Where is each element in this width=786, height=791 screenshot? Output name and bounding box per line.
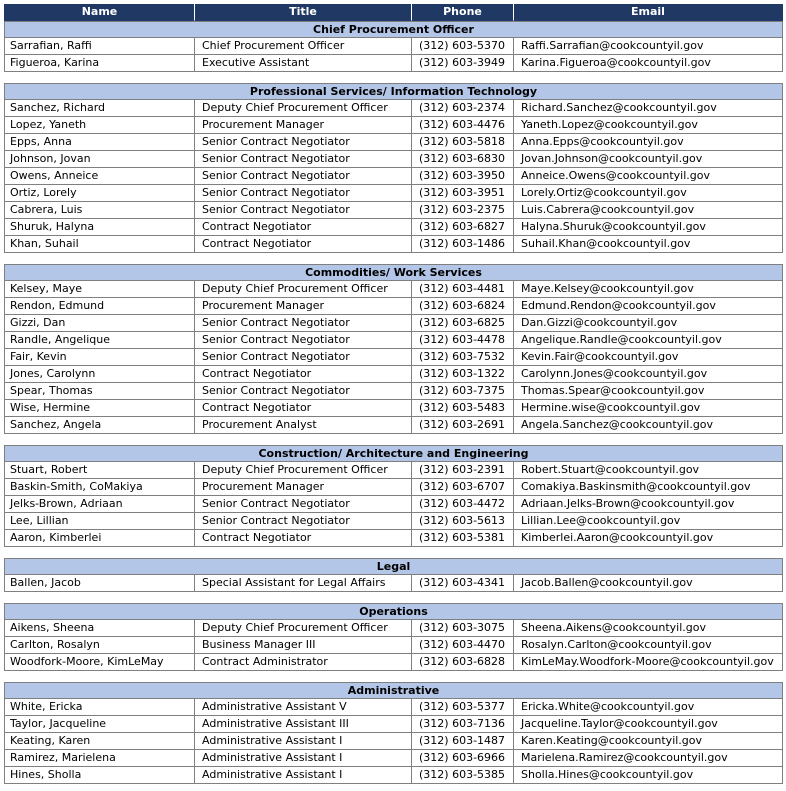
email-cell: Karen.Keating@cookcountyil.gov [514, 733, 783, 750]
table-row [4, 236, 783, 253]
directory-table [4, 4, 783, 784]
section-spacer [4, 671, 783, 682]
title-cell: Senior Contract Negotiator [195, 202, 412, 219]
table-row [4, 219, 783, 236]
phone-cell: (312) 603-6830 [412, 151, 514, 168]
name-cell: Jones, Carolynn [4, 366, 195, 383]
email-cell: Angela.Sanchez@cookcountyil.gov [514, 417, 783, 434]
title-cell: Senior Contract Negotiator [195, 134, 412, 151]
table-row [4, 462, 783, 479]
title-cell: Deputy Chief Procurement Officer [195, 281, 412, 298]
name-cell: Keating, Karen [4, 733, 195, 750]
email-cell: Lorely.Ortiz@cookcountyil.gov [514, 185, 783, 202]
email-cell: Kimberlei.Aaron@cookcountyil.gov [514, 530, 783, 547]
name-cell: Shuruk, Halyna [4, 219, 195, 236]
email-cell: Rosalyn.Carlton@cookcountyil.gov [514, 637, 783, 654]
title-cell: Senior Contract Negotiator [195, 349, 412, 366]
name-cell: Taylor, Jacqueline [4, 716, 195, 733]
name-cell: Gizzi, Dan [4, 315, 195, 332]
name-cell: Rendon, Edmund [4, 298, 195, 315]
title-cell: Contract Administrator [195, 654, 412, 671]
email-cell: Yaneth.Lopez@cookcountyil.gov [514, 117, 783, 134]
title-cell: Senior Contract Negotiator [195, 185, 412, 202]
email-cell: Maye.Kelsey@cookcountyil.gov [514, 281, 783, 298]
phone-cell: (312) 603-7375 [412, 383, 514, 400]
name-cell: Epps, Anna [4, 134, 195, 151]
title-cell: Contract Negotiator [195, 366, 412, 383]
table-row [4, 332, 783, 349]
phone-cell: (312) 603-6828 [412, 654, 514, 671]
table-row [4, 100, 783, 117]
column-header-email: Email [514, 4, 783, 21]
phone-cell: (312) 603-4478 [412, 332, 514, 349]
phone-cell: (312) 603-5377 [412, 699, 514, 716]
email-cell: Edmund.Rendon@cookcountyil.gov [514, 298, 783, 315]
name-cell: Aaron, Kimberlei [4, 530, 195, 547]
phone-cell: (312) 603-3949 [412, 55, 514, 72]
phone-cell: (312) 603-4476 [412, 117, 514, 134]
phone-cell: (312) 603-1486 [412, 236, 514, 253]
table-row [4, 151, 783, 168]
section-header: Legal [4, 558, 783, 575]
title-cell: Chief Procurement Officer [195, 38, 412, 55]
table-row [4, 716, 783, 733]
title-cell: Senior Contract Negotiator [195, 383, 412, 400]
phone-cell: (312) 603-3075 [412, 620, 514, 637]
section-header: Operations [4, 603, 783, 620]
section-spacer [4, 547, 783, 558]
table-row [4, 699, 783, 716]
email-cell: Carolynn.Jones@cookcountyil.gov [514, 366, 783, 383]
name-cell: Fair, Kevin [4, 349, 195, 366]
name-cell: Randle, Angelique [4, 332, 195, 349]
table-body [4, 21, 783, 784]
phone-cell: (312) 603-1487 [412, 733, 514, 750]
table-row [4, 202, 783, 219]
column-header-phone: Phone [412, 4, 514, 21]
name-cell: Sanchez, Richard [4, 100, 195, 117]
email-cell: Anneice.Owens@cookcountyil.gov [514, 168, 783, 185]
name-cell: Figueroa, Karina [4, 55, 195, 72]
title-cell: Senior Contract Negotiator [195, 151, 412, 168]
phone-cell: (312) 603-6824 [412, 298, 514, 315]
title-cell: Procurement Manager [195, 117, 412, 134]
email-cell: Thomas.Spear@cookcountyil.gov [514, 383, 783, 400]
table-row [4, 400, 783, 417]
email-cell: Kevin.Fair@cookcountyil.gov [514, 349, 783, 366]
title-cell: Senior Contract Negotiator [195, 513, 412, 530]
name-cell: Ramirez, Marielena [4, 750, 195, 767]
title-cell: Deputy Chief Procurement Officer [195, 620, 412, 637]
phone-cell: (312) 603-5385 [412, 767, 514, 784]
title-cell: Senior Contract Negotiator [195, 332, 412, 349]
section-spacer [4, 592, 783, 603]
title-cell: Special Assistant for Legal Affairs [195, 575, 412, 592]
phone-cell: (312) 603-4481 [412, 281, 514, 298]
email-cell: Luis.Cabrera@cookcountyil.gov [514, 202, 783, 219]
table-row [4, 479, 783, 496]
name-cell: Sanchez, Angela [4, 417, 195, 434]
title-cell: Contract Negotiator [195, 219, 412, 236]
email-cell: Halyna.Shuruk@cookcountyil.gov [514, 219, 783, 236]
table-row [4, 298, 783, 315]
email-cell: Robert.Stuart@cookcountyil.gov [514, 462, 783, 479]
phone-cell: (312) 603-4341 [412, 575, 514, 592]
name-cell: Lee, Lillian [4, 513, 195, 530]
title-cell: Executive Assistant [195, 55, 412, 72]
section-header: Construction/ Architecture and Engineering [4, 445, 783, 462]
name-cell: Baskin-Smith, CoMakiya [4, 479, 195, 496]
title-cell: Procurement Analyst [195, 417, 412, 434]
email-cell: Sheena.Aikens@cookcountyil.gov [514, 620, 783, 637]
phone-cell: (312) 603-2375 [412, 202, 514, 219]
name-cell: Sarrafian, Raffi [4, 38, 195, 55]
email-cell: Angelique.Randle@cookcountyil.gov [514, 332, 783, 349]
name-cell: Cabrera, Luis [4, 202, 195, 219]
phone-cell: (312) 603-2391 [412, 462, 514, 479]
table-row [4, 637, 783, 654]
title-cell: Administrative Assistant I [195, 733, 412, 750]
column-header-name: Name [4, 4, 195, 21]
title-cell: Contract Negotiator [195, 530, 412, 547]
table-row [4, 185, 783, 202]
title-cell: Deputy Chief Procurement Officer [195, 462, 412, 479]
email-cell: Lillian.Lee@cookcountyil.gov [514, 513, 783, 530]
email-cell: Sholla.Hines@cookcountyil.gov [514, 767, 783, 784]
name-cell: Carlton, Rosalyn [4, 637, 195, 654]
section-spacer [4, 434, 783, 445]
title-cell: Senior Contract Negotiator [195, 496, 412, 513]
name-cell: Spear, Thomas [4, 383, 195, 400]
email-cell: Adriaan.Jelks-Brown@cookcountyil.gov [514, 496, 783, 513]
name-cell: Wise, Hermine [4, 400, 195, 417]
table-row [4, 620, 783, 637]
name-cell: Owens, Anneice [4, 168, 195, 185]
email-cell: Raffi.Sarrafian@cookcountyil.gov [514, 38, 783, 55]
name-cell: Khan, Suhail [4, 236, 195, 253]
email-cell: Suhail.Khan@cookcountyil.gov [514, 236, 783, 253]
title-cell: Contract Negotiator [195, 400, 412, 417]
email-cell: Karina.Figueroa@cookcountyil.gov [514, 55, 783, 72]
email-cell: Dan.Gizzi@cookcountyil.gov [514, 315, 783, 332]
table-row [4, 767, 783, 784]
title-cell: Administrative Assistant V [195, 699, 412, 716]
email-cell: Jacqueline.Taylor@cookcountyil.gov [514, 716, 783, 733]
name-cell: Ballen, Jacob [4, 575, 195, 592]
name-cell: Jelks-Brown, Adriaan [4, 496, 195, 513]
table-row [4, 750, 783, 767]
phone-cell: (312) 603-2374 [412, 100, 514, 117]
name-cell: Lopez, Yaneth [4, 117, 195, 134]
table-row [4, 733, 783, 750]
table-row [4, 55, 783, 72]
phone-cell: (312) 603-5818 [412, 134, 514, 151]
phone-cell: (312) 603-3951 [412, 185, 514, 202]
title-cell: Administrative Assistant I [195, 750, 412, 767]
email-cell: Ericka.White@cookcountyil.gov [514, 699, 783, 716]
section-header: Professional Services/ Information Technology [4, 83, 783, 100]
name-cell: Kelsey, Maye [4, 281, 195, 298]
email-cell: Richard.Sanchez@cookcountyil.gov [514, 100, 783, 117]
title-cell: Business Manager III [195, 637, 412, 654]
email-cell: KimLeMay.Woodfork-Moore@cookcountyil.gov [514, 654, 783, 671]
title-cell: Procurement Manager [195, 479, 412, 496]
table-row [4, 496, 783, 513]
phone-cell: (312) 603-4472 [412, 496, 514, 513]
table-row [4, 654, 783, 671]
title-cell: Administrative Assistant III [195, 716, 412, 733]
phone-cell: (312) 603-5613 [412, 513, 514, 530]
phone-cell: (312) 603-1322 [412, 366, 514, 383]
email-cell: Anna.Epps@cookcountyil.gov [514, 134, 783, 151]
table-row [4, 417, 783, 434]
name-cell: Hines, Sholla [4, 767, 195, 784]
phone-cell: (312) 603-3950 [412, 168, 514, 185]
header-row [4, 4, 783, 21]
email-cell: Jovan.Johnson@cookcountyil.gov [514, 151, 783, 168]
name-cell: Ortiz, Lorely [4, 185, 195, 202]
title-cell: Senior Contract Negotiator [195, 168, 412, 185]
table-row [4, 575, 783, 592]
email-cell: Comakiya.Baskinsmith@cookcountyil.gov [514, 479, 783, 496]
section-header: Commodities/ Work Services [4, 264, 783, 281]
section-header: Administrative [4, 682, 783, 699]
phone-cell: (312) 603-6966 [412, 750, 514, 767]
phone-cell: (312) 603-5370 [412, 38, 514, 55]
phone-cell: (312) 603-7136 [412, 716, 514, 733]
table-row [4, 349, 783, 366]
email-cell: Hermine.wise@cookcountyil.gov [514, 400, 783, 417]
title-cell: Administrative Assistant I [195, 767, 412, 784]
name-cell: White, Ericka [4, 699, 195, 716]
title-cell: Procurement Manager [195, 298, 412, 315]
phone-cell: (312) 603-2691 [412, 417, 514, 434]
phone-cell: (312) 603-5483 [412, 400, 514, 417]
column-header-title: Title [195, 4, 412, 21]
name-cell: Johnson, Jovan [4, 151, 195, 168]
section-spacer [4, 253, 783, 264]
name-cell: Woodfork-Moore, KimLeMay [4, 654, 195, 671]
table-row [4, 513, 783, 530]
section-header: Chief Procurement Officer [4, 21, 783, 38]
table-row [4, 366, 783, 383]
phone-cell: (312) 603-6707 [412, 479, 514, 496]
table-row [4, 134, 783, 151]
phone-cell: (312) 603-5381 [412, 530, 514, 547]
name-cell: Stuart, Robert [4, 462, 195, 479]
section-spacer [4, 72, 783, 83]
name-cell: Aikens, Sheena [4, 620, 195, 637]
table-row [4, 168, 783, 185]
table-row [4, 530, 783, 547]
title-cell: Deputy Chief Procurement Officer [195, 100, 412, 117]
table-row [4, 383, 783, 400]
table-row [4, 315, 783, 332]
email-cell: Jacob.Ballen@cookcountyil.gov [514, 575, 783, 592]
title-cell: Senior Contract Negotiator [195, 315, 412, 332]
table-row [4, 38, 783, 55]
email-cell: Marielena.Ramirez@cookcountyil.gov [514, 750, 783, 767]
table-row [4, 117, 783, 134]
table-row [4, 281, 783, 298]
title-cell: Contract Negotiator [195, 236, 412, 253]
phone-cell: (312) 603-7532 [412, 349, 514, 366]
phone-cell: (312) 603-6827 [412, 219, 514, 236]
phone-cell: (312) 603-6825 [412, 315, 514, 332]
phone-cell: (312) 603-4470 [412, 637, 514, 654]
